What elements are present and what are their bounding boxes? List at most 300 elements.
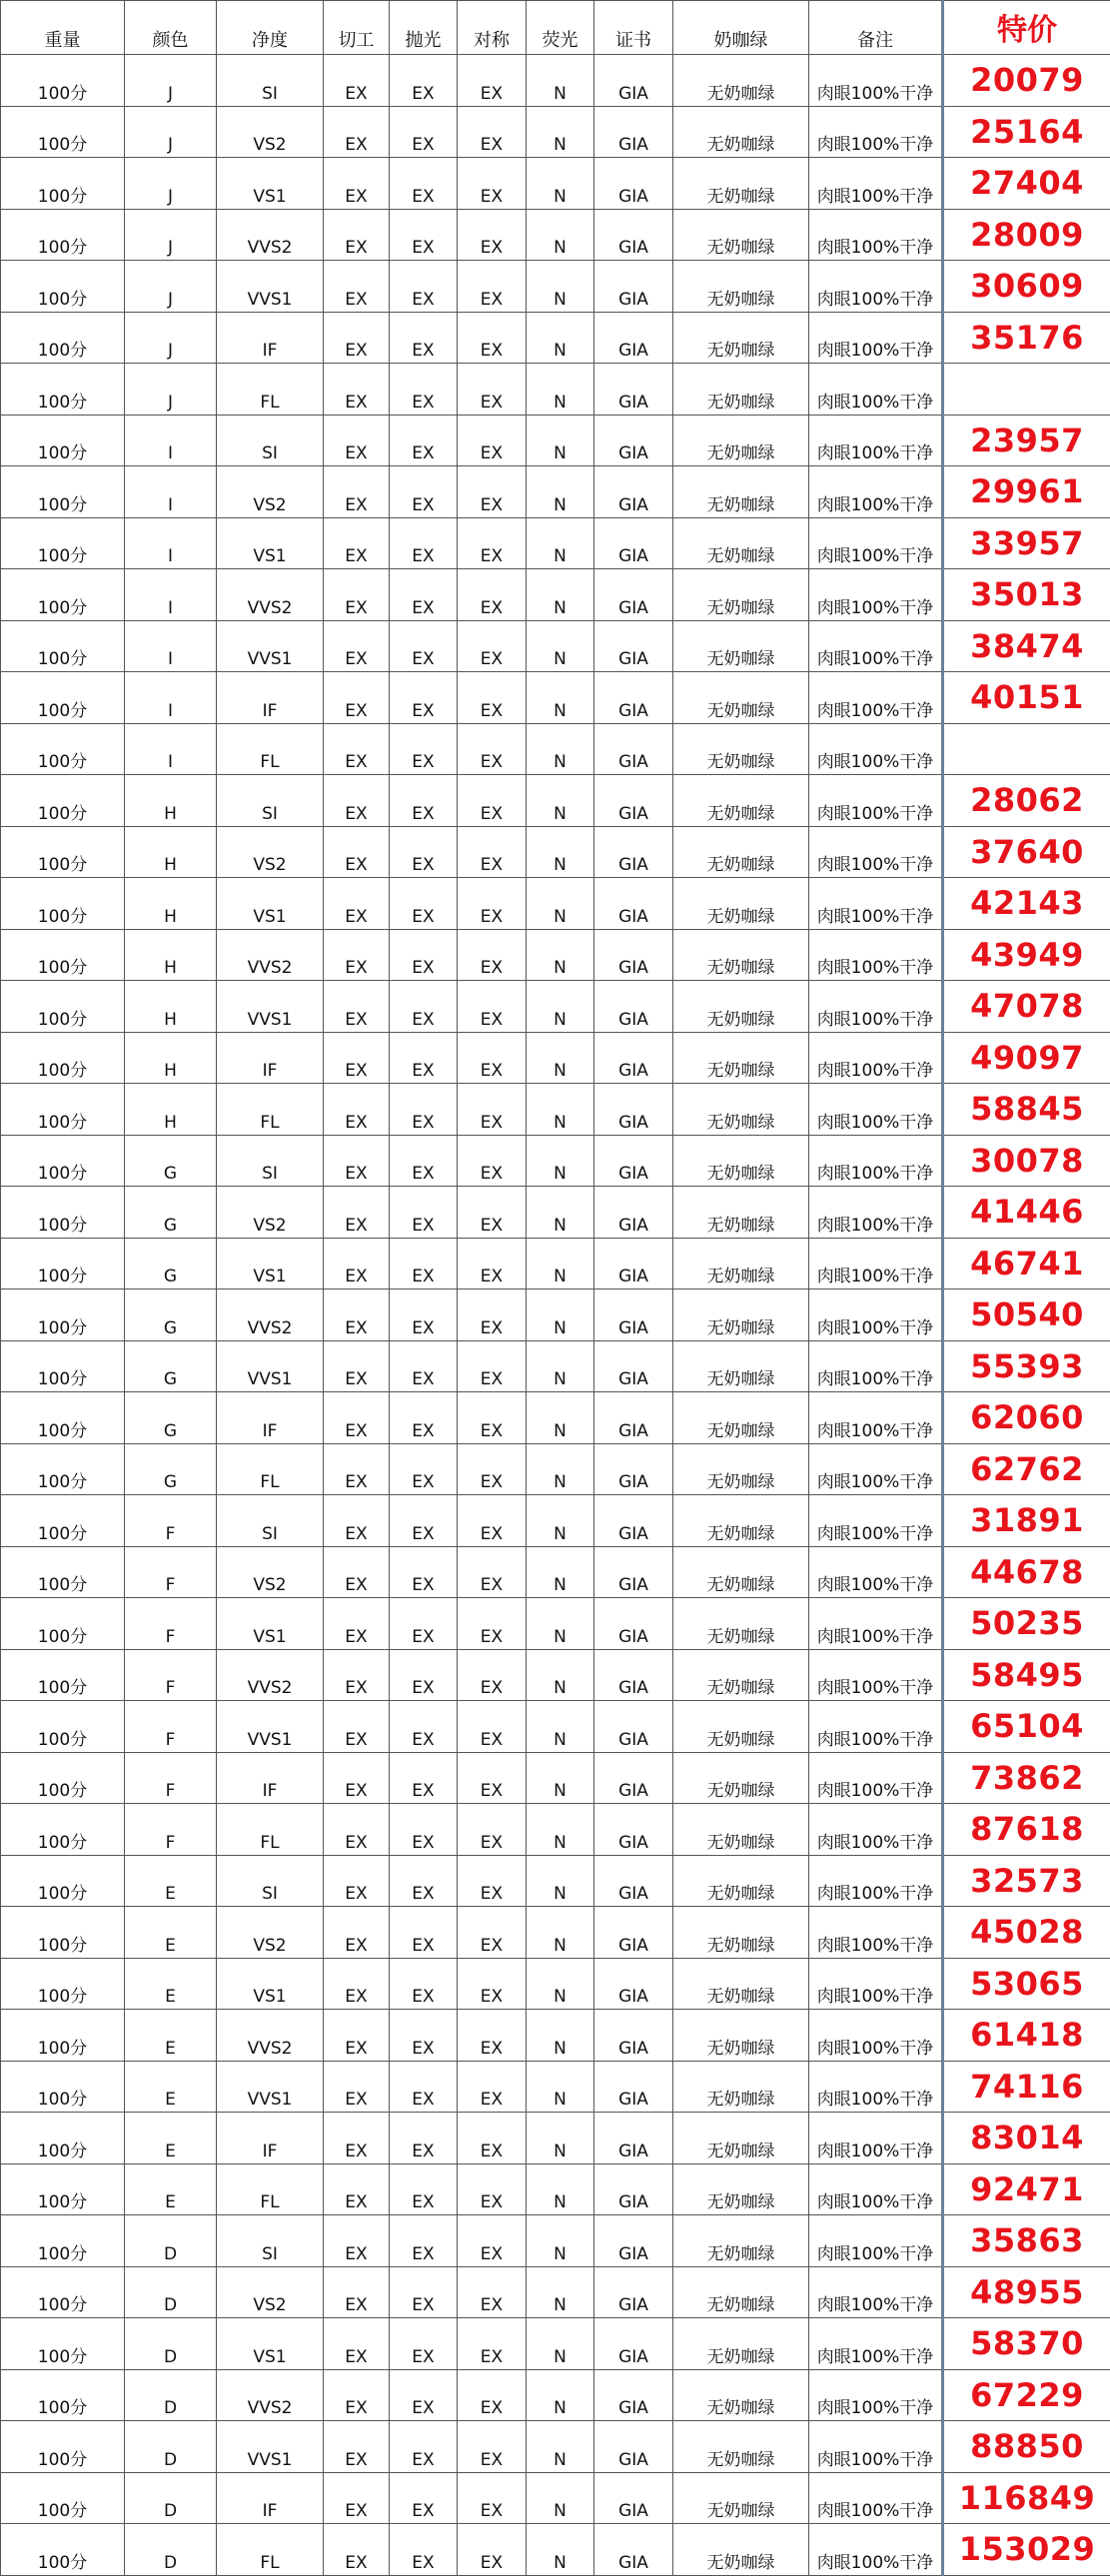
cell-clarity: VVS2	[217, 2010, 324, 2062]
table-row	[1, 209, 1110, 261]
cell-clarity: SI	[217, 1135, 324, 1187]
cell-tint: 无奶咖绿	[673, 1752, 809, 1804]
cell-symmetry: EX	[458, 826, 527, 878]
cell-weight: 100分	[1, 2421, 125, 2473]
cell-price: 30609	[943, 261, 1110, 313]
cell-cut: EX	[324, 1135, 390, 1187]
cell-cut: EX	[324, 826, 390, 878]
table-row	[1, 1855, 1110, 1907]
cell-note: 肉眼100%干净	[809, 106, 943, 158]
cell-tint: 无奶咖绿	[673, 1855, 809, 1907]
cell-note: 肉眼100%干净	[809, 55, 943, 107]
table-row	[1, 2421, 1110, 2473]
cell-weight: 100分	[1, 1135, 125, 1187]
cell-clarity: VVS2	[217, 1649, 324, 1701]
cell-color: D	[125, 2369, 217, 2421]
cell-certificate: GIA	[594, 1546, 673, 1598]
cell-clarity: VS2	[217, 1546, 324, 1598]
cell-tint: 无奶咖绿	[673, 2472, 809, 2524]
cell-color: E	[125, 1907, 217, 1959]
cell-weight: 100分	[1, 1238, 125, 1289]
header-note: 备注	[809, 1, 943, 55]
cell-cut: EX	[324, 312, 390, 364]
cell-cut: EX	[324, 1289, 390, 1341]
cell-polish: EX	[390, 826, 458, 878]
cell-clarity: IF	[217, 2113, 324, 2164]
cell-cut: EX	[324, 1443, 390, 1495]
cell-polish: EX	[390, 415, 458, 466]
cell-color: I	[125, 672, 217, 724]
cell-cut: EX	[324, 981, 390, 1033]
cell-certificate: GIA	[594, 1958, 673, 2010]
cell-fluorescence: N	[527, 261, 594, 313]
cell-polish: EX	[390, 1958, 458, 2010]
cell-tint: 无奶咖绿	[673, 1187, 809, 1239]
cell-fluorescence: N	[527, 209, 594, 261]
table-row	[1, 1752, 1110, 1804]
cell-weight: 100分	[1, 2266, 125, 2318]
cell-symmetry: EX	[458, 1238, 527, 1289]
cell-fluorescence: N	[527, 2266, 594, 2318]
cell-certificate: GIA	[594, 1392, 673, 1444]
cell-note: 肉眼100%干净	[809, 878, 943, 930]
cell-symmetry: EX	[458, 929, 527, 981]
cell-cut: EX	[324, 466, 390, 518]
cell-color: G	[125, 1135, 217, 1187]
cell-tint: 无奶咖绿	[673, 1340, 809, 1392]
cell-polish: EX	[390, 209, 458, 261]
cell-cut: EX	[324, 1084, 390, 1136]
cell-fluorescence: N	[527, 1649, 594, 1701]
cell-symmetry: EX	[458, 1289, 527, 1341]
cell-price: 28062	[943, 775, 1110, 827]
cell-certificate: GIA	[594, 466, 673, 518]
cell-certificate: GIA	[594, 55, 673, 107]
cell-cut: EX	[324, 1032, 390, 1084]
cell-tint: 无奶咖绿	[673, 466, 809, 518]
cell-symmetry: EX	[458, 55, 527, 107]
cell-clarity: VVS1	[217, 981, 324, 1033]
cell-note: 肉眼100%干净	[809, 2421, 943, 2473]
cell-cut: EX	[324, 2215, 390, 2267]
cell-polish: EX	[390, 1495, 458, 1547]
cell-polish: EX	[390, 1752, 458, 1804]
cell-certificate: GIA	[594, 2215, 673, 2267]
cell-certificate: GIA	[594, 1649, 673, 1701]
cell-weight: 100分	[1, 1443, 125, 1495]
cell-fluorescence: N	[527, 1032, 594, 1084]
cell-color: H	[125, 1084, 217, 1136]
cell-certificate: GIA	[594, 158, 673, 210]
cell-tint: 无奶咖绿	[673, 1238, 809, 1289]
cell-price: 44678	[943, 1546, 1110, 1598]
cell-symmetry: EX	[458, 2524, 527, 2576]
table-row	[1, 2113, 1110, 2164]
cell-tint: 无奶咖绿	[673, 1443, 809, 1495]
cell-tint: 无奶咖绿	[673, 2524, 809, 2576]
cell-clarity: FL	[217, 364, 324, 416]
cell-price: 31891	[943, 1495, 1110, 1547]
cell-clarity: SI	[217, 1855, 324, 1907]
cell-weight: 100分	[1, 2113, 125, 2164]
cell-cut: EX	[324, 2524, 390, 2576]
table-row	[1, 1392, 1110, 1444]
cell-note: 肉眼100%干净	[809, 158, 943, 210]
cell-tint: 无奶咖绿	[673, 2215, 809, 2267]
cell-tint: 无奶咖绿	[673, 1084, 809, 1136]
cell-symmetry: EX	[458, 1907, 527, 1959]
cell-weight: 100分	[1, 1804, 125, 1856]
cell-fluorescence: N	[527, 2472, 594, 2524]
cell-polish: EX	[390, 1598, 458, 1650]
cell-fluorescence: N	[527, 981, 594, 1033]
cell-tint: 无奶咖绿	[673, 929, 809, 981]
cell-tint: 无奶咖绿	[673, 826, 809, 878]
table-row	[1, 929, 1110, 981]
cell-certificate: GIA	[594, 1907, 673, 1959]
cell-symmetry: EX	[458, 1187, 527, 1239]
cell-symmetry: EX	[458, 878, 527, 930]
cell-weight: 100分	[1, 672, 125, 724]
header-certificate: 证书	[594, 1, 673, 55]
cell-note: 肉眼100%干净	[809, 2061, 943, 2113]
cell-symmetry: EX	[458, 1649, 527, 1701]
cell-certificate: GIA	[594, 415, 673, 466]
table-row	[1, 2266, 1110, 2318]
cell-weight: 100分	[1, 55, 125, 107]
cell-weight: 100分	[1, 2061, 125, 2113]
cell-weight: 100分	[1, 158, 125, 210]
cell-color: J	[125, 106, 217, 158]
cell-color: I	[125, 466, 217, 518]
cell-note: 肉眼100%干净	[809, 1649, 943, 1701]
cell-cut: EX	[324, 2061, 390, 2113]
cell-certificate: GIA	[594, 775, 673, 827]
cell-polish: EX	[390, 1392, 458, 1444]
cell-certificate: GIA	[594, 878, 673, 930]
cell-weight: 100分	[1, 878, 125, 930]
cell-note: 肉眼100%干净	[809, 1392, 943, 1444]
table-row	[1, 1649, 1110, 1701]
cell-cut: EX	[324, 2266, 390, 2318]
cell-price: 25164	[943, 106, 1110, 158]
cell-polish: EX	[390, 1032, 458, 1084]
cell-symmetry: EX	[458, 466, 527, 518]
cell-polish: EX	[390, 1546, 458, 1598]
table-row	[1, 775, 1110, 827]
cell-tint: 无奶咖绿	[673, 209, 809, 261]
cell-color: H	[125, 981, 217, 1033]
table-row	[1, 2369, 1110, 2421]
cell-note: 肉眼100%干净	[809, 2163, 943, 2215]
cell-color: G	[125, 1187, 217, 1239]
cell-fluorescence: N	[527, 158, 594, 210]
cell-weight: 100分	[1, 1598, 125, 1650]
cell-price: 49097	[943, 1032, 1110, 1084]
cell-tint: 无奶咖绿	[673, 1958, 809, 2010]
cell-cut: EX	[324, 158, 390, 210]
cell-clarity: VS2	[217, 1907, 324, 1959]
cell-polish: EX	[390, 2215, 458, 2267]
table-row	[1, 878, 1110, 930]
cell-price: 83014	[943, 2113, 1110, 2164]
table-row	[1, 1598, 1110, 1650]
cell-certificate: GIA	[594, 312, 673, 364]
cell-tint: 无奶咖绿	[673, 775, 809, 827]
cell-note: 肉眼100%干净	[809, 1958, 943, 2010]
table-row	[1, 2215, 1110, 2267]
cell-weight: 100分	[1, 1187, 125, 1239]
cell-fluorescence: N	[527, 1187, 594, 1239]
cell-cut: EX	[324, 672, 390, 724]
cell-price: 28009	[943, 209, 1110, 261]
cell-symmetry: EX	[458, 1392, 527, 1444]
cell-note: 肉眼100%干净	[809, 1032, 943, 1084]
cell-polish: EX	[390, 106, 458, 158]
cell-fluorescence: N	[527, 2318, 594, 2370]
cell-price: 33957	[943, 517, 1110, 569]
cell-tint: 无奶咖绿	[673, 261, 809, 313]
cell-weight: 100分	[1, 1340, 125, 1392]
cell-note: 肉眼100%干净	[809, 1701, 943, 1753]
cell-polish: EX	[390, 517, 458, 569]
cell-certificate: GIA	[594, 1752, 673, 1804]
cell-weight: 100分	[1, 312, 125, 364]
cell-color: G	[125, 1289, 217, 1341]
cell-symmetry: EX	[458, 1340, 527, 1392]
cell-note: 肉眼100%干净	[809, 2318, 943, 2370]
cell-note: 肉眼100%干净	[809, 672, 943, 724]
cell-color: E	[125, 1958, 217, 2010]
table-row	[1, 1958, 1110, 2010]
cell-note: 肉眼100%干净	[809, 620, 943, 672]
cell-cut: EX	[324, 620, 390, 672]
cell-color: J	[125, 261, 217, 313]
cell-tint: 无奶咖绿	[673, 158, 809, 210]
cell-certificate: GIA	[594, 1701, 673, 1753]
cell-price: 74116	[943, 2061, 1110, 2113]
cell-certificate: GIA	[594, 826, 673, 878]
cell-clarity: IF	[217, 1392, 324, 1444]
cell-symmetry: EX	[458, 415, 527, 466]
cell-tint: 无奶咖绿	[673, 2163, 809, 2215]
cell-clarity: SI	[217, 55, 324, 107]
cell-weight: 100分	[1, 1649, 125, 1701]
cell-symmetry: EX	[458, 569, 527, 621]
cell-price: 50235	[943, 1598, 1110, 1650]
cell-cut: EX	[324, 2163, 390, 2215]
cell-color: J	[125, 364, 217, 416]
cell-color: I	[125, 620, 217, 672]
cell-clarity: VS1	[217, 2318, 324, 2370]
cell-polish: EX	[390, 364, 458, 416]
cell-clarity: SI	[217, 775, 324, 827]
cell-price: 37640	[943, 826, 1110, 878]
cell-clarity: VS1	[217, 517, 324, 569]
cell-certificate: GIA	[594, 2113, 673, 2164]
cell-cut: EX	[324, 209, 390, 261]
cell-polish: EX	[390, 2113, 458, 2164]
table-body	[1, 55, 1110, 2576]
cell-certificate: GIA	[594, 1135, 673, 1187]
cell-clarity: VVS2	[217, 929, 324, 981]
cell-note: 肉眼100%干净	[809, 1084, 943, 1136]
table-row	[1, 517, 1110, 569]
cell-price: 55393	[943, 1340, 1110, 1392]
cell-certificate: GIA	[594, 1855, 673, 1907]
cell-price: 92471	[943, 2163, 1110, 2215]
cell-certificate: GIA	[594, 2061, 673, 2113]
cell-tint: 无奶咖绿	[673, 106, 809, 158]
cell-tint: 无奶咖绿	[673, 1392, 809, 1444]
table-row	[1, 55, 1110, 107]
cell-symmetry: EX	[458, 1135, 527, 1187]
cell-clarity: VS1	[217, 158, 324, 210]
cell-certificate: GIA	[594, 2472, 673, 2524]
cell-polish: EX	[390, 929, 458, 981]
cell-symmetry: EX	[458, 517, 527, 569]
cell-clarity: VS2	[217, 466, 324, 518]
cell-price: 43949	[943, 929, 1110, 981]
cell-certificate: GIA	[594, 1289, 673, 1341]
cell-fluorescence: N	[527, 106, 594, 158]
cell-weight: 100分	[1, 1855, 125, 1907]
cell-price: 88850	[943, 2421, 1110, 2473]
cell-price: 61418	[943, 2010, 1110, 2062]
cell-note: 肉眼100%干净	[809, 723, 943, 775]
cell-note: 肉眼100%干净	[809, 517, 943, 569]
cell-color: G	[125, 1340, 217, 1392]
cell-symmetry: EX	[458, 775, 527, 827]
cell-fluorescence: N	[527, 364, 594, 416]
cell-weight: 100分	[1, 2472, 125, 2524]
cell-color: F	[125, 1701, 217, 1753]
cell-price: 58845	[943, 1084, 1110, 1136]
cell-fluorescence: N	[527, 55, 594, 107]
cell-polish: EX	[390, 1649, 458, 1701]
cell-polish: EX	[390, 2266, 458, 2318]
cell-price: 32573	[943, 1855, 1110, 1907]
cell-note: 肉眼100%干净	[809, 1855, 943, 1907]
cell-clarity: FL	[217, 2524, 324, 2576]
cell-color: J	[125, 312, 217, 364]
cell-tint: 无奶咖绿	[673, 1907, 809, 1959]
cell-clarity: IF	[217, 672, 324, 724]
cell-note: 肉眼100%干净	[809, 415, 943, 466]
cell-price: 41446	[943, 1187, 1110, 1239]
cell-symmetry: EX	[458, 1546, 527, 1598]
cell-tint: 无奶咖绿	[673, 1495, 809, 1547]
cell-cut: EX	[324, 364, 390, 416]
header-row	[1, 1, 1110, 55]
cell-tint: 无奶咖绿	[673, 517, 809, 569]
cell-symmetry: EX	[458, 2215, 527, 2267]
cell-symmetry: EX	[458, 981, 527, 1033]
cell-weight: 100分	[1, 1032, 125, 1084]
cell-polish: EX	[390, 2163, 458, 2215]
cell-cut: EX	[324, 1804, 390, 1856]
cell-clarity: VVS1	[217, 2061, 324, 2113]
cell-weight: 100分	[1, 569, 125, 621]
cell-symmetry: EX	[458, 158, 527, 210]
cell-cut: EX	[324, 1752, 390, 1804]
cell-weight: 100分	[1, 1392, 125, 1444]
cell-weight: 100分	[1, 620, 125, 672]
cell-weight: 100分	[1, 723, 125, 775]
cell-symmetry: EX	[458, 2266, 527, 2318]
cell-note: 肉眼100%干净	[809, 2010, 943, 2062]
cell-cut: EX	[324, 1701, 390, 1753]
cell-polish: EX	[390, 1238, 458, 1289]
cell-cut: EX	[324, 775, 390, 827]
cell-cut: EX	[324, 2010, 390, 2062]
cell-symmetry: EX	[458, 2318, 527, 2370]
cell-symmetry: EX	[458, 2010, 527, 2062]
cell-fluorescence: N	[527, 1804, 594, 1856]
cell-fluorescence: N	[527, 2061, 594, 2113]
cell-cut: EX	[324, 1340, 390, 1392]
cell-polish: EX	[390, 312, 458, 364]
cell-fluorescence: N	[527, 2524, 594, 2576]
cell-tint: 无奶咖绿	[673, 1289, 809, 1341]
cell-symmetry: EX	[458, 2421, 527, 2473]
cell-note: 肉眼100%干净	[809, 1238, 943, 1289]
cell-weight: 100分	[1, 1084, 125, 1136]
cell-clarity: VVS2	[217, 209, 324, 261]
cell-color: H	[125, 929, 217, 981]
cell-tint: 无奶咖绿	[673, 723, 809, 775]
cell-color: F	[125, 1598, 217, 1650]
cell-fluorescence: N	[527, 672, 594, 724]
cell-cut: EX	[324, 1187, 390, 1239]
cell-fluorescence: N	[527, 1598, 594, 1650]
cell-clarity: VS1	[217, 1958, 324, 2010]
cell-weight: 100分	[1, 209, 125, 261]
cell-tint: 无奶咖绿	[673, 1598, 809, 1650]
cell-cut: EX	[324, 1855, 390, 1907]
cell-clarity: SI	[217, 2215, 324, 2267]
cell-fluorescence: N	[527, 1701, 594, 1753]
cell-clarity: VVS2	[217, 569, 324, 621]
table-row	[1, 1084, 1110, 1136]
cell-symmetry: EX	[458, 1084, 527, 1136]
cell-fluorescence: N	[527, 1289, 594, 1341]
table-row	[1, 415, 1110, 466]
cell-color: D	[125, 2266, 217, 2318]
cell-clarity: FL	[217, 2163, 324, 2215]
cell-color: F	[125, 1649, 217, 1701]
table-row	[1, 1238, 1110, 1289]
header-weight: 重量	[1, 1, 125, 55]
cell-color: I	[125, 723, 217, 775]
cell-polish: EX	[390, 1701, 458, 1753]
cell-color: D	[125, 2524, 217, 2576]
cell-clarity: VVS2	[217, 1289, 324, 1341]
cell-note: 肉眼100%干净	[809, 775, 943, 827]
table-row	[1, 1907, 1110, 1959]
header-tint: 奶咖绿	[673, 1, 809, 55]
cell-fluorescence: N	[527, 929, 594, 981]
cell-price	[943, 364, 1110, 416]
cell-polish: EX	[390, 2318, 458, 2370]
table-row	[1, 2318, 1110, 2370]
cell-color: I	[125, 415, 217, 466]
cell-cut: EX	[324, 929, 390, 981]
cell-clarity: IF	[217, 2472, 324, 2524]
cell-color: D	[125, 2472, 217, 2524]
cell-note: 肉眼100%干净	[809, 312, 943, 364]
table-row	[1, 672, 1110, 724]
